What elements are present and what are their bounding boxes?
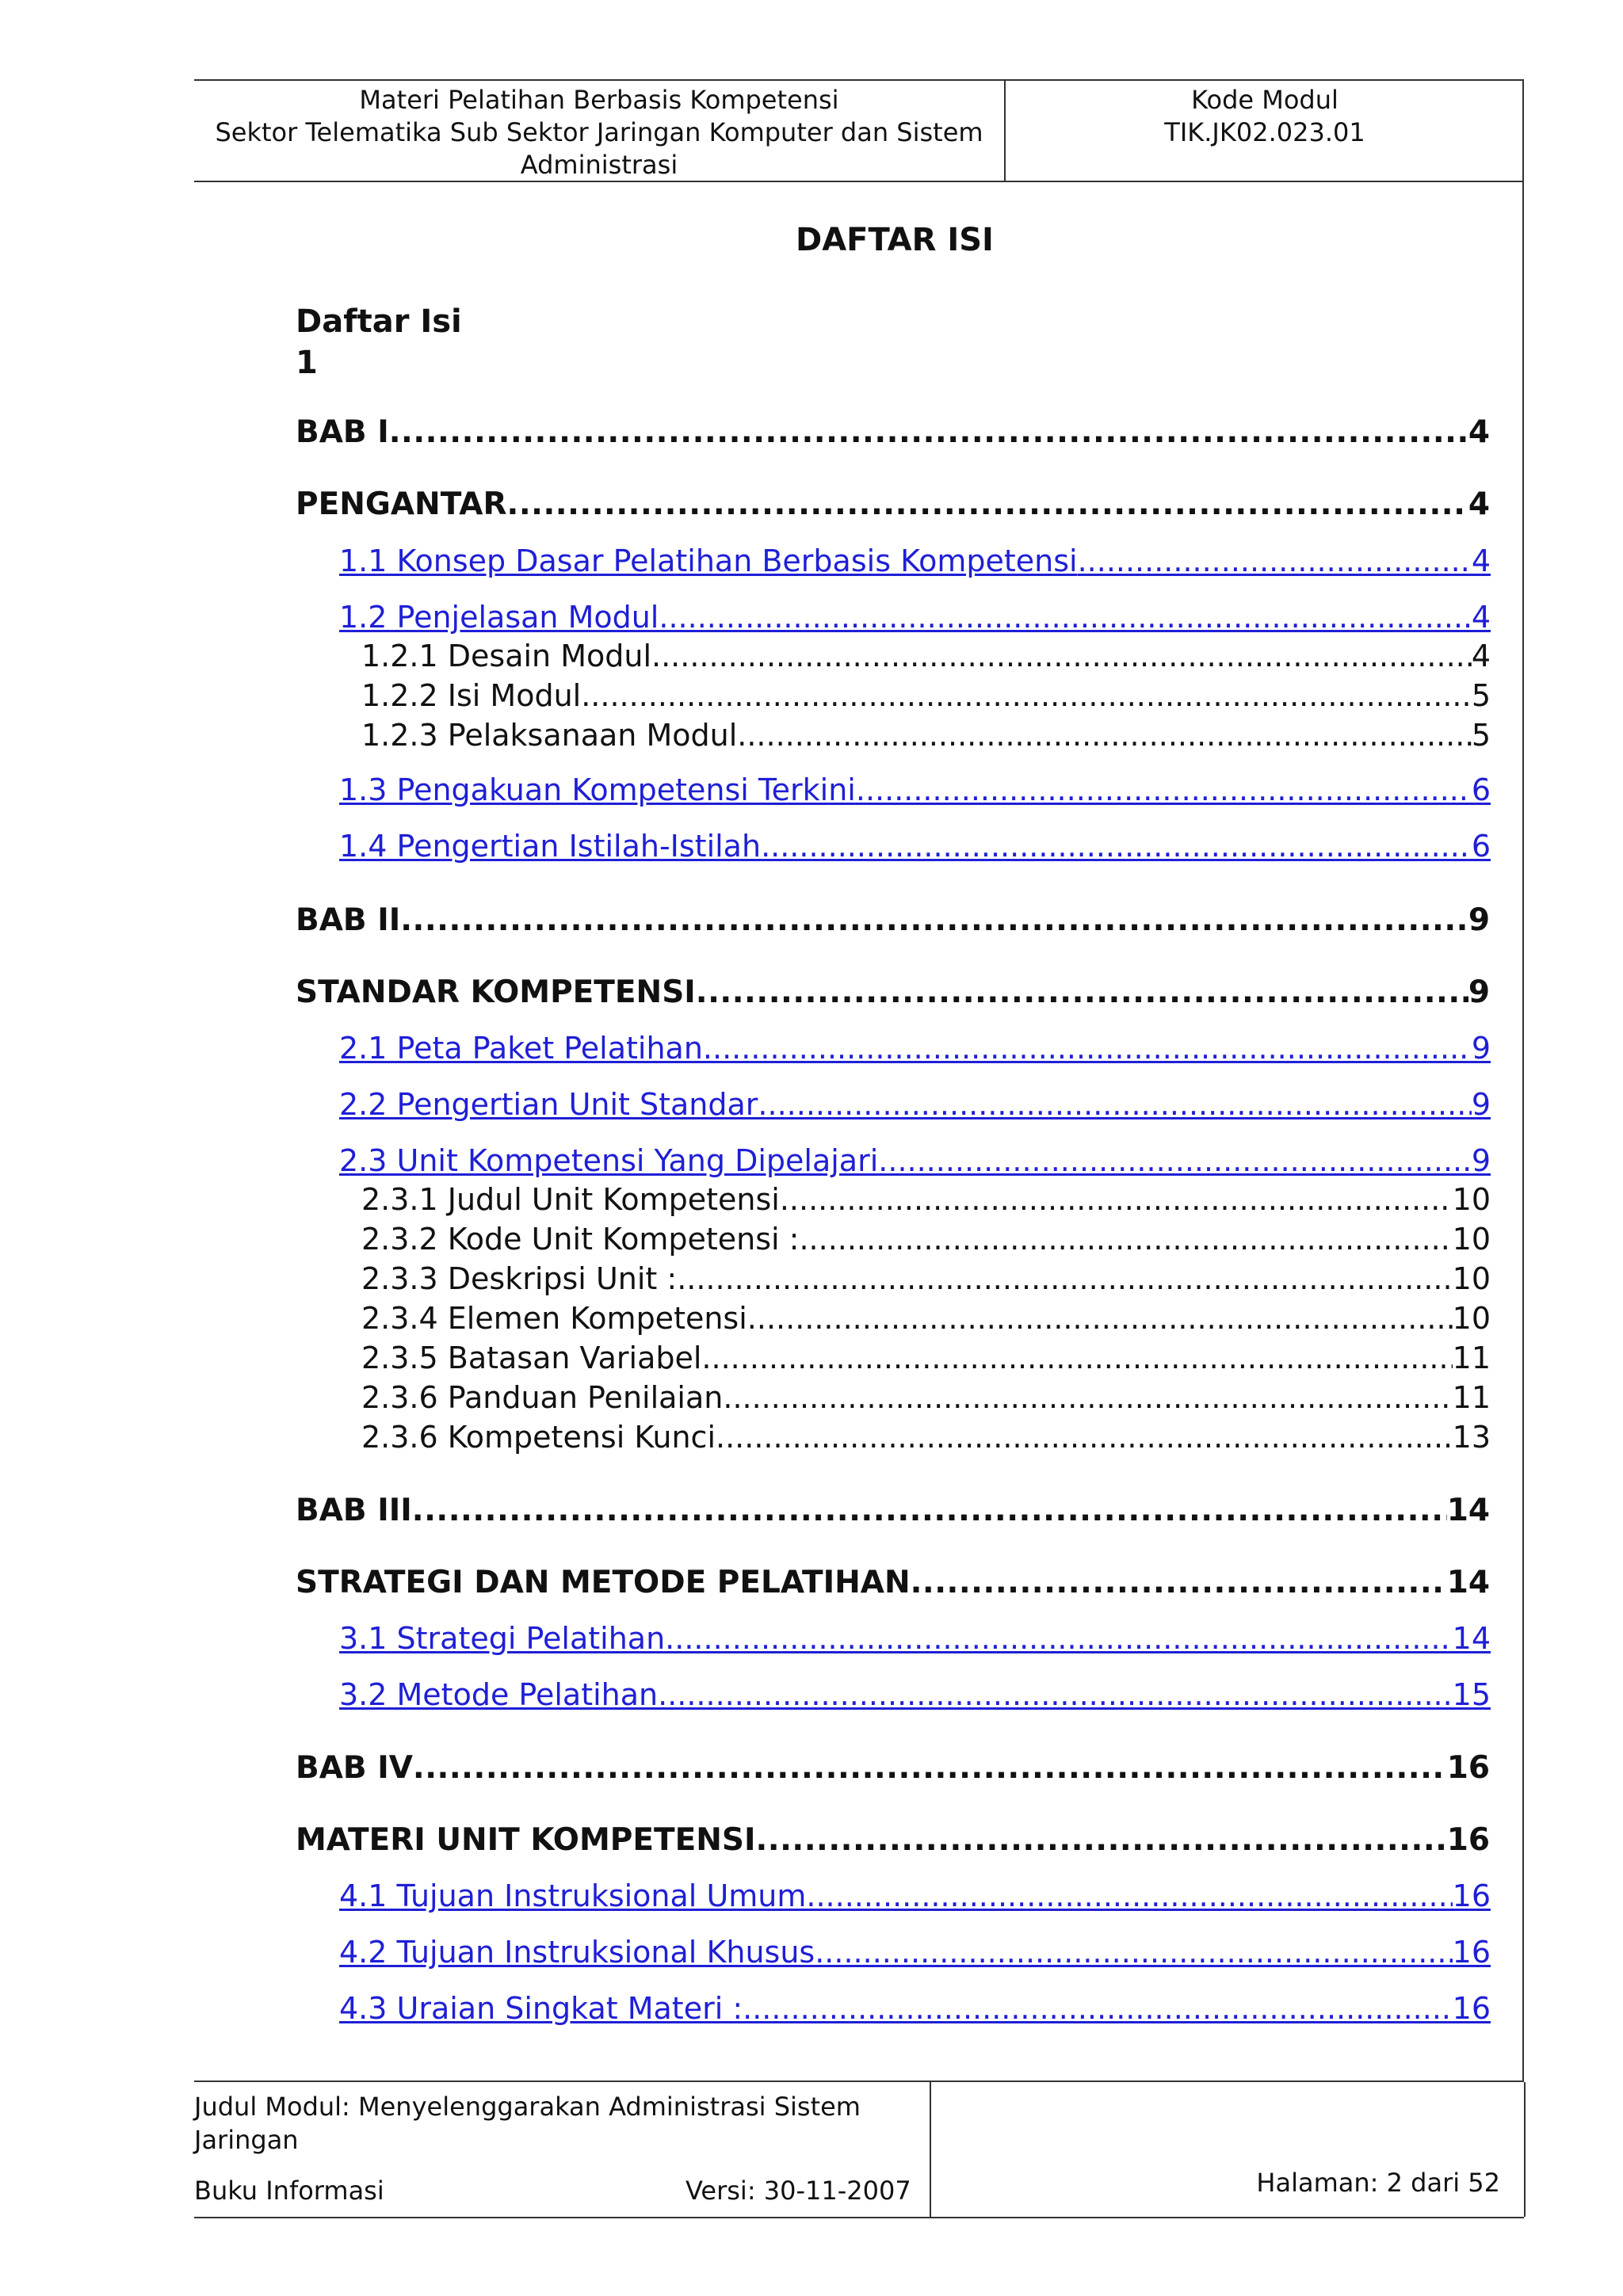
toc-entry-standar-kompetensi[interactable] xyxy=(296,974,1490,1010)
toc-leader xyxy=(665,1621,1452,1656)
toc-entry-label: BAB II xyxy=(296,902,401,938)
module-code-value: TIK.JK02.023.01 xyxy=(1164,117,1365,147)
header-sector: Sektor Telematika Sub Sektor Jaringan Komputer dan Sistem xyxy=(215,117,983,147)
toc-leader xyxy=(400,902,1468,938)
toc-link-2-1[interactable] xyxy=(328,1031,1491,1066)
module-code-label: Kode Modul xyxy=(1191,85,1338,115)
toc-entry-2-3-2[interactable] xyxy=(361,1222,1491,1257)
toc-leader xyxy=(507,486,1468,522)
toc-leader xyxy=(856,772,1472,807)
toc-leader xyxy=(413,1750,1447,1786)
toc-link-1-1[interactable] xyxy=(328,543,1491,578)
toc-leader xyxy=(412,1493,1447,1528)
toc-link-1-3[interactable] xyxy=(328,772,1491,807)
toc-leader xyxy=(696,974,1468,1010)
toc-leader xyxy=(780,1182,1453,1217)
toc-leader xyxy=(581,678,1472,713)
toc-entry-pengantar[interactable] xyxy=(296,486,1490,522)
toc-link-1-2[interactable] xyxy=(328,600,1491,635)
toc-link-2-2[interactable] xyxy=(328,1087,1491,1122)
toc-leader xyxy=(658,1677,1453,1712)
toc-entry-materi[interactable] xyxy=(296,1822,1490,1858)
toc-entry-label: 1.3 Pengakuan Kompetensi Terkini xyxy=(339,772,856,807)
page-footer xyxy=(194,2081,1524,2218)
toc-leader xyxy=(701,1341,1452,1375)
toc-entry-1-2-3[interactable] xyxy=(361,718,1491,753)
footer-page-info xyxy=(931,2082,1526,2217)
toc-entry-label: 1.4 Pengertian Istilah-Istilah xyxy=(339,829,762,864)
toc-link-4-3[interactable] xyxy=(328,1991,1491,2026)
toc-entry-2-3-6-kunci[interactable] xyxy=(361,1420,1491,1455)
toc-leader xyxy=(723,1380,1452,1415)
toc-leader xyxy=(815,1935,1452,1970)
toc-leader xyxy=(799,1222,1452,1257)
toc-entry-page: 5 xyxy=(1471,678,1491,713)
toc-entry-label: 2.2 Pengertian Unit Standar xyxy=(339,1087,758,1122)
toc-entry-label: 1.2.1 Desain Modul xyxy=(361,639,652,673)
toc-leader xyxy=(747,1301,1453,1336)
toc-leader xyxy=(743,1991,1453,2026)
toc-entry-page: 9 xyxy=(1471,1087,1491,1122)
toc-entry-page: 4 xyxy=(1468,486,1490,522)
toc-entry-page: 14 xyxy=(1446,1565,1490,1600)
toc-entry-page: 6 xyxy=(1471,772,1491,807)
toc-entry-1-2-1[interactable] xyxy=(361,639,1491,673)
toc-entry-label: 1.2.3 Pelaksanaan Modul xyxy=(361,718,738,753)
toc-link-4-2[interactable] xyxy=(328,1935,1491,1970)
page-right-rule xyxy=(1522,179,1524,2081)
toc-leader xyxy=(911,1565,1447,1600)
toc-entry-label: STANDAR KOMPETENSI xyxy=(296,974,696,1010)
toc-entry-page: 10 xyxy=(1452,1182,1491,1217)
toc-leader xyxy=(1078,543,1472,578)
toc-entry-page: 14 xyxy=(1452,1621,1491,1656)
toc-entry-page: 10 xyxy=(1452,1261,1491,1296)
toc-entry-page: 10 xyxy=(1452,1222,1491,1257)
toc-entry-2-3-3[interactable] xyxy=(361,1261,1491,1296)
toc-entry-label: PENGANTAR xyxy=(296,486,507,522)
toc-self-label: Daftar Isi xyxy=(296,303,462,340)
toc-entry-page: 11 xyxy=(1452,1380,1491,1415)
toc-entry-label: STRATEGI DAN METODE PELATIHAN xyxy=(296,1565,911,1600)
toc-leader xyxy=(389,414,1468,450)
toc-leader xyxy=(651,639,1472,673)
header-course-info xyxy=(194,81,1006,181)
toc-entry-page: 15 xyxy=(1452,1677,1491,1712)
toc-entry-label: 2.3.4 Elemen Kompetensi xyxy=(361,1301,747,1336)
toc-entry-label: 4.2 Tujuan Instruksional Khusus xyxy=(339,1935,815,1970)
toc-entry-page: 16 xyxy=(1452,1991,1491,2026)
toc-leader xyxy=(755,1822,1446,1858)
toc-leader xyxy=(737,718,1472,753)
toc-entry-label: 4.3 Uraian Singkat Materi : xyxy=(339,1991,743,2026)
toc-leader xyxy=(806,1878,1452,1913)
toc-link-1-4[interactable] xyxy=(328,829,1491,864)
toc-leader xyxy=(761,829,1472,864)
toc-entry-label: 2.3.2 Kode Unit Kompetensi : xyxy=(361,1222,800,1257)
toc-entry-page: 4 xyxy=(1471,543,1491,578)
header-sector-cont: Administrasi xyxy=(520,150,678,180)
toc-entry-page: 9 xyxy=(1468,974,1490,1010)
toc-entry-label: 2.3.6 Panduan Penilaian xyxy=(361,1380,724,1415)
toc-self-entry[interactable] xyxy=(296,301,462,383)
footer-version: Versi: 30-11-2007 xyxy=(685,2176,911,2206)
toc-entry-label: BAB IV xyxy=(296,1750,413,1786)
toc-entry-page: 9 xyxy=(1471,1143,1491,1178)
toc-entry-page: 4 xyxy=(1471,600,1491,635)
toc-entry-label: BAB III xyxy=(296,1493,412,1528)
toc-entry-page: 10 xyxy=(1452,1301,1491,1336)
toc-link-2-3[interactable] xyxy=(328,1143,1491,1178)
toc-link-3-2[interactable] xyxy=(328,1677,1491,1712)
header-course-title: Materi Pelatihan Berbasis Kompetensi xyxy=(359,85,839,115)
toc-entry-2-3-1[interactable] xyxy=(361,1182,1491,1217)
toc-entry-2-3-6-panduan[interactable] xyxy=(361,1380,1491,1415)
toc-link-3-1[interactable] xyxy=(328,1621,1491,1656)
footer-page-number: Halaman: 2 dari 52 xyxy=(1256,2168,1500,2198)
toc-entry-label: 3.1 Strategi Pelatihan xyxy=(339,1621,666,1656)
toc-self-page: 1 xyxy=(296,345,318,381)
page-title: DAFTAR ISI xyxy=(796,222,994,258)
toc-entry-page: 9 xyxy=(1468,902,1490,938)
toc-entry-page: 9 xyxy=(1471,1031,1491,1066)
toc-entry-label: 1.1 Konsep Dasar Pelatihan Berbasis Kompetensi xyxy=(339,543,1078,578)
toc-link-4-1[interactable] xyxy=(328,1878,1491,1913)
toc-entry-label: 2.1 Peta Paket Pelatihan xyxy=(339,1031,703,1066)
toc-entry-label: 1.2 Penjelasan Modul xyxy=(339,600,659,635)
toc-entry-bab-2[interactable] xyxy=(296,902,1490,938)
toc-entry-bab-3[interactable] xyxy=(296,1493,1490,1528)
toc-entry-page: 16 xyxy=(1446,1822,1490,1858)
page-header xyxy=(194,79,1524,182)
toc-entry-label: 2.3.6 Kompetensi Kunci xyxy=(361,1420,716,1455)
toc-entry-page: 4 xyxy=(1471,639,1491,673)
toc-entry-label: 3.2 Metode Pelatihan xyxy=(339,1677,659,1712)
toc-entry-label: 2.3.3 Deskripsi Unit : xyxy=(361,1261,678,1296)
toc-entry-page: 6 xyxy=(1471,829,1491,864)
toc-entry-bab-4[interactable] xyxy=(296,1750,1490,1786)
footer-module-info xyxy=(194,2082,931,2217)
toc-entry-page: 4 xyxy=(1468,414,1490,450)
toc-entry-2-3-4[interactable] xyxy=(361,1301,1491,1336)
toc-entry-label: MATERI UNIT KOMPETENSI xyxy=(296,1822,756,1858)
header-module-code xyxy=(1007,81,1524,181)
toc-entry-bab-1[interactable] xyxy=(296,414,1490,450)
toc-entry-page: 16 xyxy=(1452,1878,1491,1913)
toc-leader xyxy=(716,1420,1453,1455)
toc-entry-1-2-2[interactable] xyxy=(361,678,1491,713)
toc-entry-page: 11 xyxy=(1452,1341,1491,1375)
toc-leader xyxy=(758,1087,1471,1122)
toc-leader xyxy=(677,1261,1452,1296)
footer-book-type: Buku Informasi xyxy=(194,2176,384,2206)
toc-entry-label: BAB I xyxy=(296,414,389,450)
toc-entry-page: 14 xyxy=(1446,1493,1490,1528)
toc-entry-page: 5 xyxy=(1471,718,1491,753)
toc-leader xyxy=(659,600,1471,635)
toc-entry-label: 2.3.1 Judul Unit Kompetensi xyxy=(361,1182,780,1217)
toc-entry-strategi[interactable] xyxy=(296,1565,1490,1600)
toc-entry-label: 2.3.5 Batasan Variabel xyxy=(361,1341,702,1375)
toc-entry-label: 4.1 Tujuan Instruksional Umum xyxy=(339,1878,807,1913)
toc-entry-2-3-5[interactable] xyxy=(361,1341,1491,1375)
footer-module-title: Judul Modul: Menyelenggarakan Administrasi Sistem Jaringan xyxy=(194,2092,861,2155)
toc-entry-label: 1.2.2 Isi Modul xyxy=(361,678,582,713)
toc-leader xyxy=(878,1143,1472,1178)
toc-entry-page: 16 xyxy=(1446,1750,1490,1786)
toc-entry-page: 16 xyxy=(1452,1935,1491,1970)
toc-entry-label: 2.3 Unit Kompetensi Yang Dipelajari xyxy=(339,1143,879,1178)
toc-entry-page: 13 xyxy=(1452,1420,1491,1455)
toc-leader xyxy=(703,1031,1472,1066)
